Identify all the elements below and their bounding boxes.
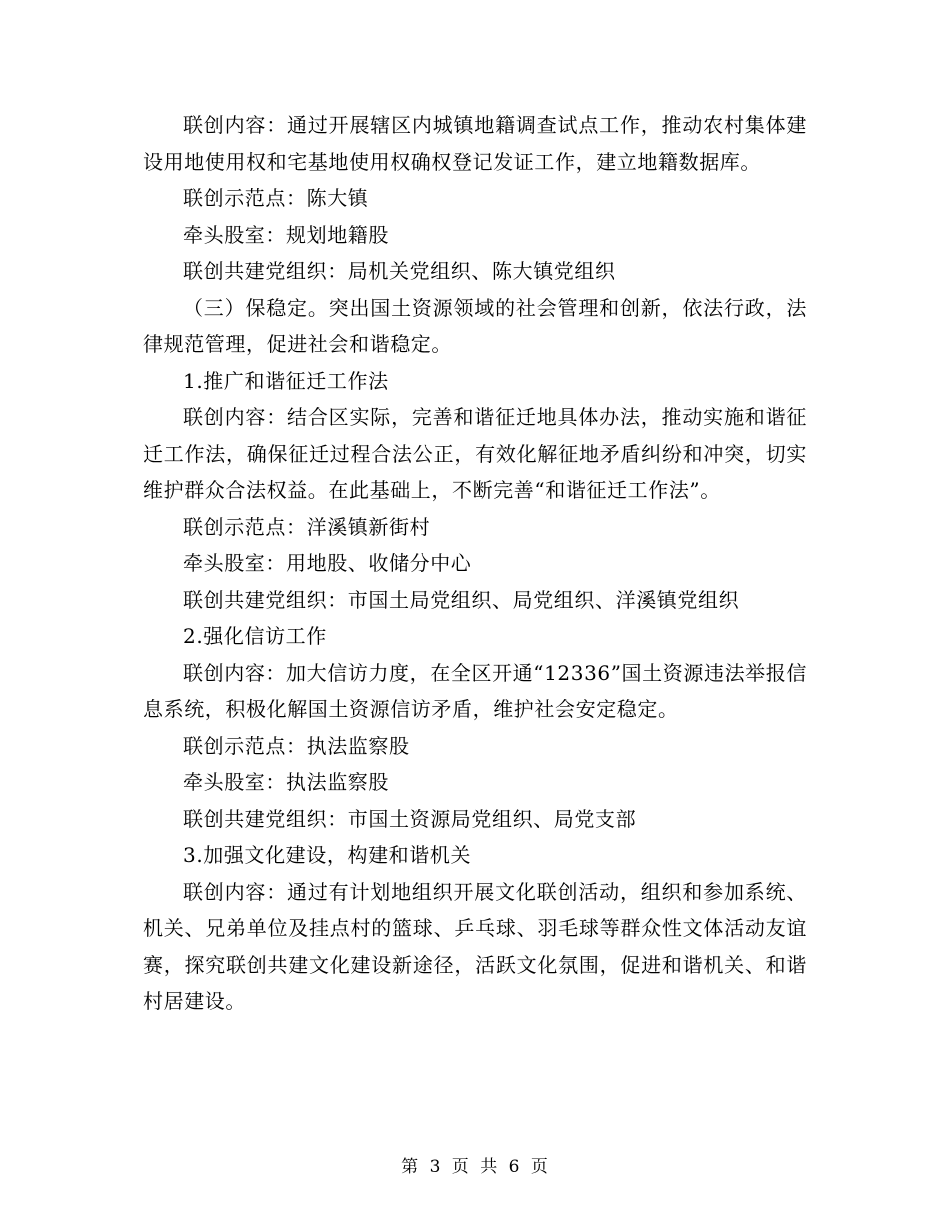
- paragraph-party-orgs-bureau: 联创共建党组织：市国土资源局党组织、局党支部: [183, 806, 637, 831]
- subheading-harmonious-relocation: 1.推广和谐征迁工作法: [183, 368, 389, 393]
- paragraph-party-orgs-chenda: 联创共建党组织：局机关党组织、陈大镇党组织: [183, 259, 616, 283]
- paragraph-demo-site-enforcement: 联创示范点：执法监察股: [183, 733, 410, 758]
- footer-suffix: 页: [530, 1157, 549, 1177]
- page-footer: [0, 1152, 950, 1177]
- footer-prefix: 第: [401, 1157, 420, 1177]
- section-heading-stability: （三）保稳定。突出国土资源领域的社会管理和创新，依法行政，法律规范管理，促进社会和谐稳定。: [143, 295, 807, 356]
- subheading-culture-building: 3.加强文化建设，构建和谐机关: [183, 843, 472, 867]
- footer-page-word: 页: [451, 1157, 470, 1177]
- footer-current-page: 3: [429, 1157, 442, 1177]
- paragraph-content-culture: 联创内容：通过有计划地组织开展文化联创活动，组织和参加系统、机关、兄弟单位及挂点村的篮球、乒乓球、羽毛球等群众性文体活动友谊赛，探究联创共建文化建设新途径，活跃文化氛围，促进和谐机关、和谐村居建设。: [143, 879, 807, 1013]
- paragraph-content-relocation: 联创内容：结合区实际，完善和谐征迁地具体办法，推动实施和谐征迁工作法，确保征迁过程合法公正，有效化解征地矛盾纠纷和冲突，切实维护群众合法权益。在此基础上，不断完善“和谐征迁工作法”。: [143, 405, 807, 502]
- subheading-petition-work: 2.强化信访工作: [183, 624, 327, 648]
- paragraph-content-cadastral: 联创内容：通过开展辖区内城镇地籍调查试点工作，推动农村集体建设用地使用权和宅基地使用权确权登记发证工作，建立地籍数据库。: [143, 113, 807, 174]
- paragraph-lead-office-enforcement: 牵头股室：执法监察股: [183, 770, 389, 794]
- footer-total-pages: 6: [508, 1157, 521, 1177]
- paragraph-demo-site-chenda: 联创示范点：陈大镇: [183, 186, 369, 210]
- paragraph-lead-office-land: 牵头股室：用地股、收储分中心: [183, 551, 472, 575]
- paragraph-content-petition: 联创内容：加大信访力度，在全区开通“12336”国土资源违法举报信息系统，积极化解国土资源信访矛盾，维护社会安定稳定。: [143, 660, 807, 721]
- paragraph-demo-site-yangxi: 联创示范点：洋溪镇新街村: [183, 514, 431, 539]
- footer-total-word: 共: [480, 1157, 499, 1177]
- document-body: [143, 107, 807, 1020]
- paragraph-party-orgs-yangxi: 联创共建党组织：市国土局党组织、局党组织、洋溪镇党组织: [183, 587, 740, 612]
- paragraph-lead-office-planning: 牵头股室：规划地籍股: [183, 222, 389, 247]
